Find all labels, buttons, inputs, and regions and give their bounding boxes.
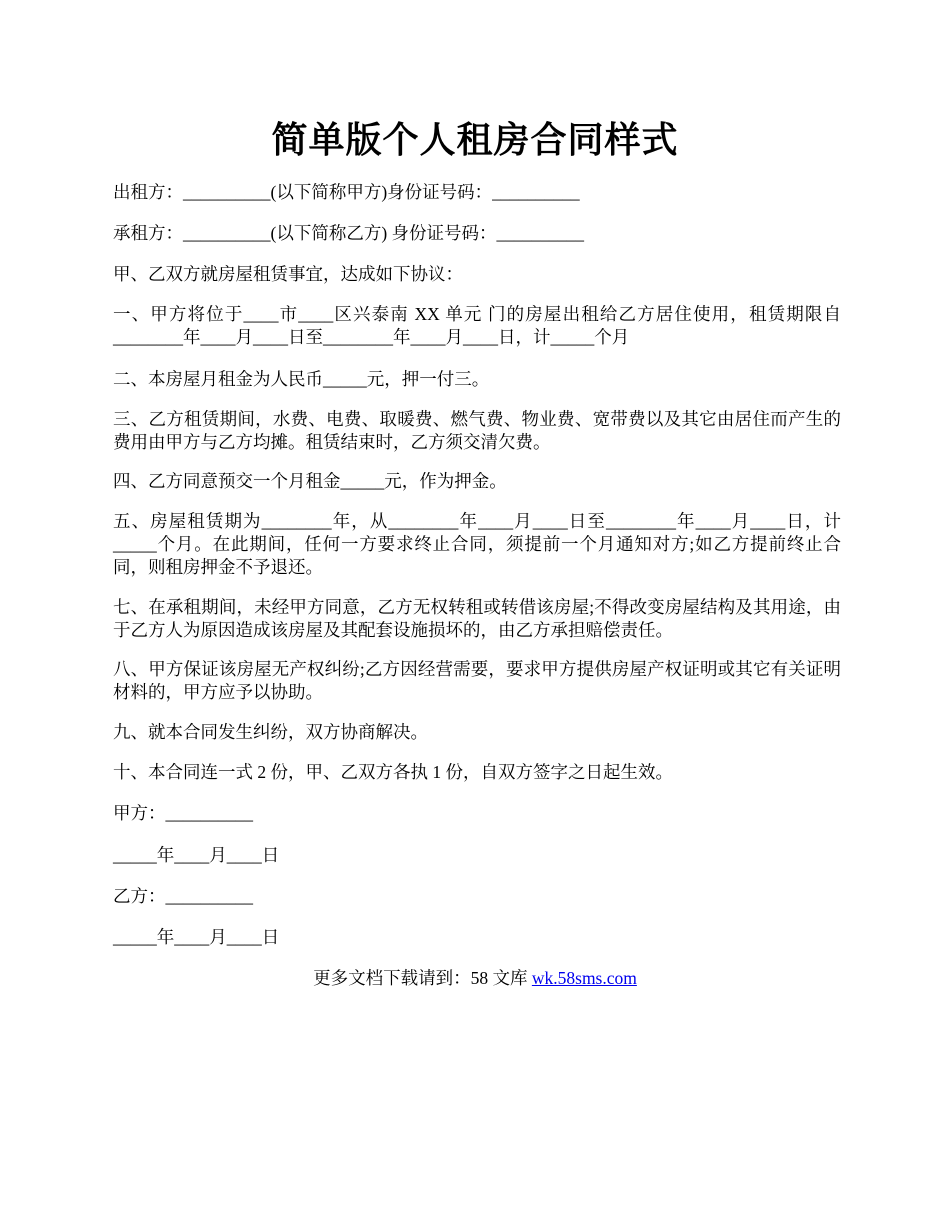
clause-10: 十、本合同连一式 2 份，甲、乙双方各执 1 份，自双方签字之日起生效。 xyxy=(113,762,673,782)
clause-8: 八、甲方保证该房屋无产权纠纷;乙方因经营需要，要求甲方提供房屋产权证明或其它有关证明材料的，甲方应予以协助。 xyxy=(113,659,841,702)
party-b-signature: 乙方：__________ xyxy=(113,886,253,906)
footer-link[interactable]: wk.58sms.com xyxy=(531,968,637,988)
footer-text: 更多文档下载请到：58 文库 xyxy=(313,968,532,988)
document-title: 简单版个人租房合同样式 xyxy=(271,120,679,160)
party-a-signature: 甲方：__________ xyxy=(113,803,253,823)
clause-2: 二、本房屋月租金为人民币_____元，押一付三。 xyxy=(113,369,490,389)
clause-3: 三、乙方租赁期间，水费、电费、取暖费、燃气费、物业费、宽带费以及其它由居住而产生的费用由甲方与乙方均摊。租赁结束时，乙方须交清欠费。 xyxy=(113,409,841,452)
lessor-line: 出租方：__________(以下简称甲方)身份证号码：__________ xyxy=(113,182,580,202)
clause-1: 一、甲方将位于____市____区兴泰南 XX 单元 门的房屋出租给乙方居住使用，租赁期限自________年____月____日至________年____月____日，计_____个月 xyxy=(113,304,841,347)
agreement-intro: 甲、乙双方就房屋租赁事宜，达成如下协议： xyxy=(113,264,463,284)
lessee-line: 承租方：__________(以下简称乙方) 身份证号码：__________ xyxy=(113,223,585,243)
clause-7: 七、在承租期间，未经甲方同意，乙方无权转租或转借该房屋;不得改变房屋结构及其用途，由于乙方人为原因造成该房屋及其配套设施损坏的，由乙方承担赔偿责任。 xyxy=(113,597,841,640)
party-a-date: _____年____月____日 xyxy=(113,845,280,865)
clause-4: 四、乙方同意预交一个月租金_____元，作为押金。 xyxy=(113,471,507,491)
party-b-date: _____年____月____日 xyxy=(113,927,280,947)
clause-5: 五、房屋租赁期为________年，从________年____月____日至________年____月____日，计_____个月。在此期间，任何一方要求终止合同，须提前一个月通知对方;如乙方提前终止合同，则租房押金不予退还。 xyxy=(113,511,841,577)
download-footer xyxy=(0,967,950,990)
clause-9: 九、就本合同发生纠纷，双方协商解决。 xyxy=(113,722,428,742)
